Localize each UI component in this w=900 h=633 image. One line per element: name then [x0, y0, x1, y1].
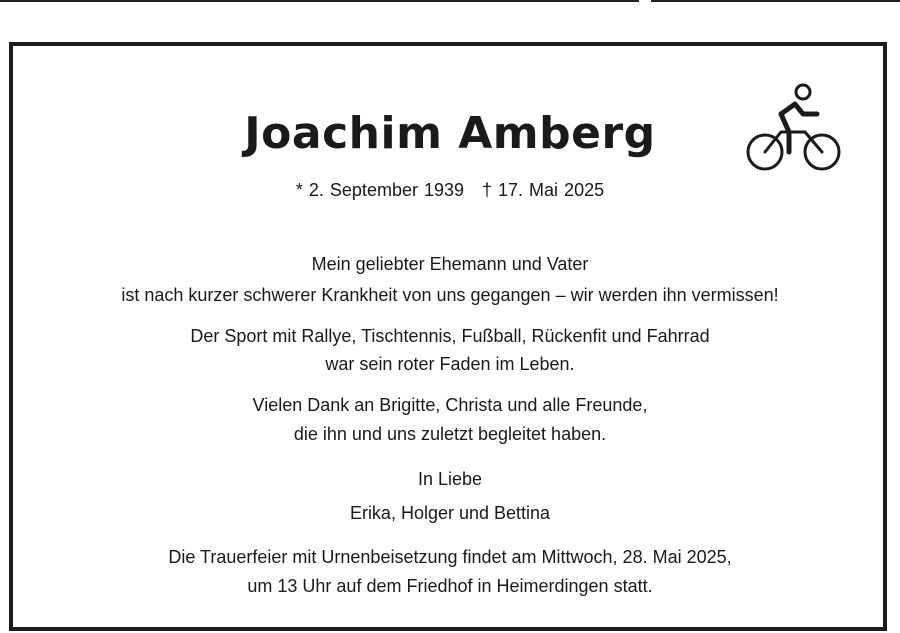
life-dates: [0, 180, 900, 201]
paragraph3-line1: Vielen Dank an Brigitte, Christa und alle Freunde,: [252, 395, 648, 415]
closing-names: Erika, Holger und Bettina: [349, 503, 551, 523]
paragraph1-line2: ist nach kurzer schwerer Krankheit von uns gegangen – wir werden ihn vermissen!: [121, 285, 779, 305]
birth-date: * 2. September 1939: [295, 180, 465, 200]
paragraph2-line1: Der Sport mit Rallye, Tischtennis, Fußball, Rückenfit und Fahrrad: [190, 326, 710, 346]
death-date: † 17. Mai 2025: [482, 180, 605, 200]
paragraph3-line2: die ihn und uns zuletzt begleitet haben.: [293, 424, 607, 444]
deceased-name: Joachim Amberg: [244, 108, 656, 159]
closing-line1: In Liebe: [417, 469, 483, 489]
funeral-line1: Die Trauerfeier mit Urnenbeisetzung findet am Mittwoch, 28. Mai 2025,: [168, 547, 732, 567]
paragraph1-line1: Mein geliebter Ehemann und Vater: [311, 254, 589, 274]
paragraph2-line2: war sein roter Faden im Leben.: [325, 354, 575, 374]
top-border-gap: [639, 0, 651, 3]
top-border-line: [0, 0, 900, 2]
cyclist-icon: [745, 80, 841, 172]
funeral-line2: um 13 Uhr auf dem Friedhof in Heimerdingen statt.: [247, 576, 653, 596]
